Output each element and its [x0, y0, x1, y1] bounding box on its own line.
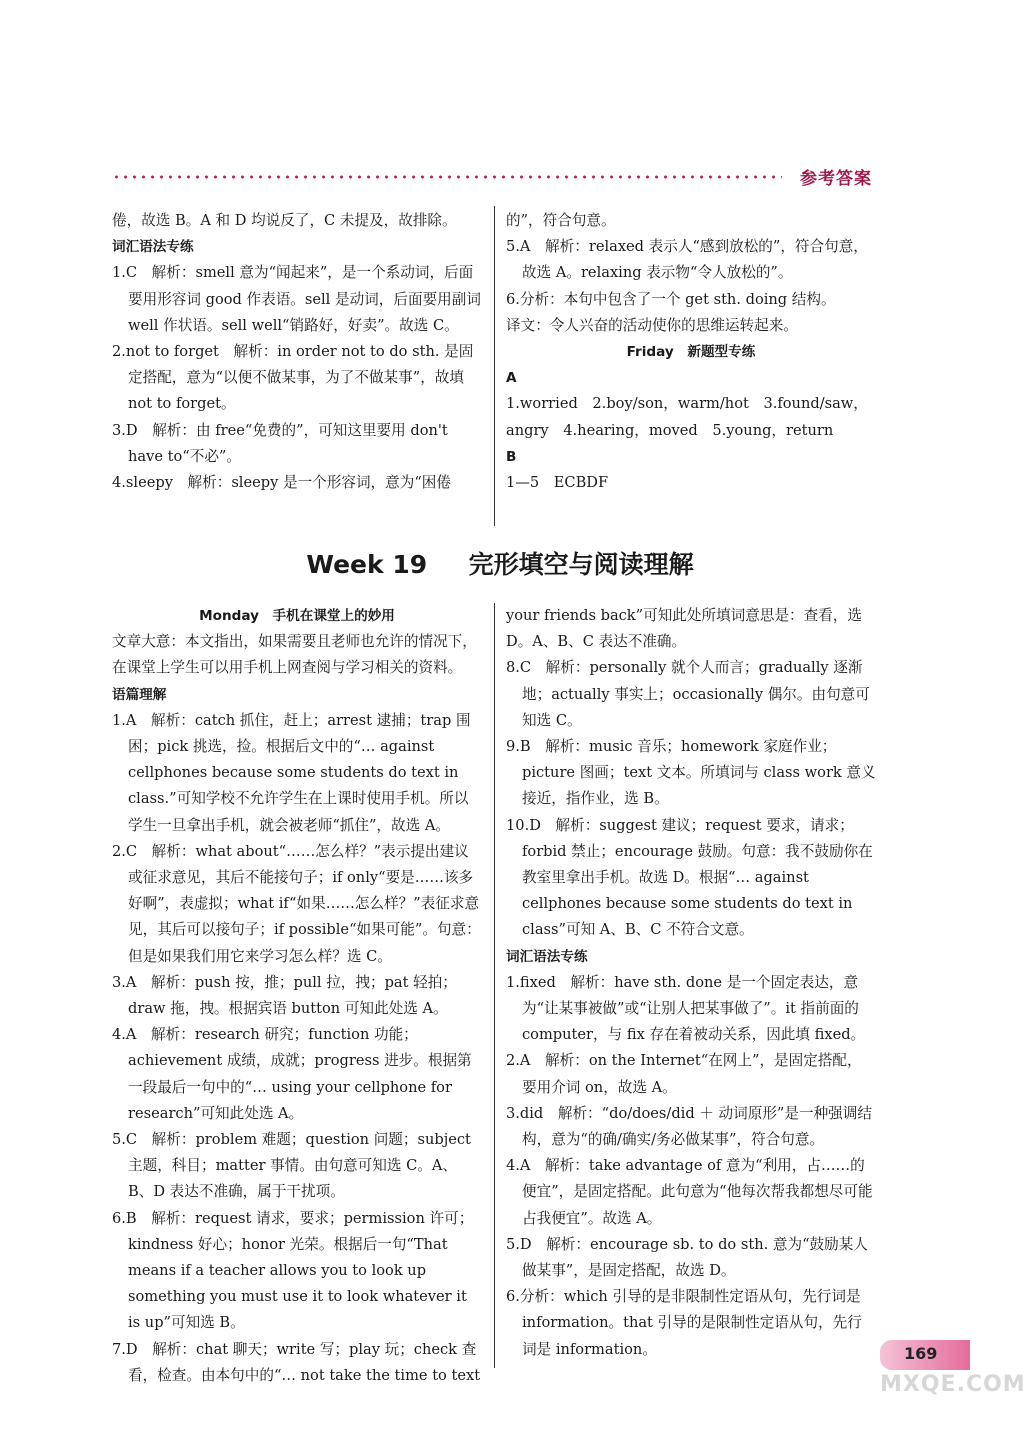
page-number-tab	[880, 1340, 970, 1370]
answer-item: 2.not to forget 解析：in order not to do sth. 是固定搭配，意为“以便不做某事，为了不做某事”，故填 not to forget。	[112, 343, 474, 413]
paragraph: 的”，符合句意。	[506, 212, 616, 229]
answer-item: 9.B 解析：music 音乐；homework 家庭作业；picture 图画；text 文本。所填词与 class work 意义接近，指作业，选 B。	[506, 738, 876, 808]
section-heading: B	[506, 448, 517, 465]
answer-item: 10.D 解析：suggest 建议；request 要求，请求；forbid 禁止；encourage 鼓励。句意：我不鼓励你在教室里拿出手机。故选 D。根据“… against cellphones because some students do text in class”可知 A、B、C 不符合文意。	[506, 816, 873, 939]
paragraph: 倦，故选 B。A 和 D 均说反了，C 未提及，故排除。	[112, 212, 457, 229]
answer-item: 1.fixed 解析：have sth. done 是一个固定表达，意为“让某事被做”或“让别人把某事做了”。it 指前面的 computer，与 fix 存在着被动关系，因此填 fixed。	[506, 973, 866, 1044]
bottom-column-divider	[494, 603, 495, 1368]
section-heading: 语篇理解	[112, 686, 167, 703]
bottom-left-column	[112, 603, 482, 1389]
answer-item: 4.sleepy 解析：sleepy 是一个形容词，意为“困倦	[112, 474, 451, 492]
watermark: MXQE.COM	[880, 1372, 1026, 1397]
week-label: Week 19	[306, 550, 428, 579]
answer-item: 2.C 解析：what about“……怎么样？”表示提出建议或征求意见，其后不能接句子；if only“要是……该多好啊”，表虚拟；what if“如果……怎么样？”表征求意见，其后可以接句子；if possible“如果可能”。句意：但是如果我们用它来学习怎么样？选 C。	[112, 842, 481, 965]
day-heading: Friday 新题型专练	[626, 344, 756, 361]
answer-item: 5.D 解析：encourage sb. to do sth. 意为“鼓励某人做某事”，是固定搭配，故选 D。	[506, 1235, 868, 1280]
top-left-column	[112, 208, 482, 496]
section-heading: 词汇语法专练	[112, 239, 194, 256]
answer-item: 7.D 解析：chat 聊天；write 写；play 玩；check 查看，检查。由本句中的“… not take the time to text	[112, 1340, 481, 1384]
header-title: 参考答案	[800, 169, 872, 189]
section-heading: A	[506, 370, 517, 387]
answer-item: 5.A 解析：relaxed 表示人“感到放松的”，符合句意，故选 A。relaxing 表示物“令人放松的”。	[506, 238, 868, 282]
day-heading: Monday 手机在课堂上的妙用	[199, 608, 395, 624]
answer-item: 3.did 解析：“do/does/did ＋ 动词原形”是一种强调结构，意为“的确/确实/务必做某事”，符合句意。	[506, 1104, 872, 1149]
answer-item: 3.D 解析：由 free“免费的”，可知这里要用 don't have to“不必”。	[112, 421, 448, 465]
top-column-divider	[494, 206, 495, 526]
bottom-right-column	[506, 603, 876, 1363]
paragraph: 文章大意：本文指出，如果需要且老师也允许的情况下，在课堂上学生可以用手机上网查阅与学习相关的资料。	[112, 633, 477, 677]
page-number: 169	[904, 1344, 938, 1363]
paragraph: 1.worried 2.boy/son，warm/hot 3.found/saw，angry 4.hearing，moved 5.young，return	[506, 395, 868, 439]
paragraph: your friends back”可知此处所填词意思是：查看，选 D。A、B、C 表达不准确。	[506, 607, 863, 651]
answer-item: 译文：令人兴奋的活动使你的思维运转起来。	[506, 316, 798, 334]
section-heading: 词汇语法专练	[506, 948, 588, 965]
paragraph: 1—5 ECBDF	[506, 474, 609, 492]
answer-item: 4.A 解析：research 研究；function 功能；achievement 成绩，成就；progress 进步。根据第一段最后一句中的“… using your cellphone for research”可知此处选 A。	[112, 1026, 472, 1122]
answer-item: 2.A 解析：on the Internet“在网上”，是固定搭配，要用介词 on，故选 A。	[506, 1052, 862, 1096]
answer-item: 6.分析：本句中包含了一个 get sth. doing 结构。	[506, 290, 836, 308]
answer-item: 6.分析：which 引导的是非限制性定语从句，先行词是 information。that 引导的是限制性定语从句，先行词是 information。	[506, 1288, 862, 1358]
answer-item: 1.A 解析：catch 抓住，赶上；arrest 逮捕；trap 围困；pick 挑选，捡。根据后文中的“… against cellphones because some students do text in class.”可知学校不允许学生在上课时使用手机。所以学生一旦拿出手机，就会被老师“抓住”，故选 A。	[112, 711, 471, 834]
answer-item: 8.C 解析：personally 就个人而言；gradually 逐渐地；actually 事实上；occasionally 偶尔。由句意可知选 C。	[506, 659, 870, 729]
answer-item: 6.B 解析：request 请求，要求；permission 许可；kindness 好心；honor 光荣。根据后一句“That means if a teacher allows you to look up something you must use it to look whatever it is up”可知选 B。	[112, 1209, 474, 1332]
answer-item: 3.A 解析：push 按，推；pull 拉，拽；pat 轻拍；draw 拖，拽。根据宾语 button 可知此处选 A。	[112, 973, 457, 1018]
answer-item: 1.C 解析：smell 意为“闻起来”，是一个系动词，后面要用形容词 good 作表语。sell 是动词，后面要用副词 well 作状语。sell well“销路好，好卖”。故选 C。	[112, 264, 481, 334]
header-dotted-rule	[112, 175, 782, 179]
top-right-column	[506, 208, 876, 496]
answer-item: 5.C 解析：problem 难题；question 问题；subject 主题，科目；matter 事情。由句意可知选 C。A、B、D 表达不准确，属于干扰项。	[112, 1131, 471, 1201]
answer-item: 4.A 解析：take advantage of 意为“利用，占……的便宜”，是固定搭配。此句意为“他每次帮我都想尽可能占我便宜”。故选 A。	[506, 1157, 873, 1227]
week-title: 完形填空与阅读理解	[468, 550, 694, 579]
week-heading	[0, 545, 1000, 581]
